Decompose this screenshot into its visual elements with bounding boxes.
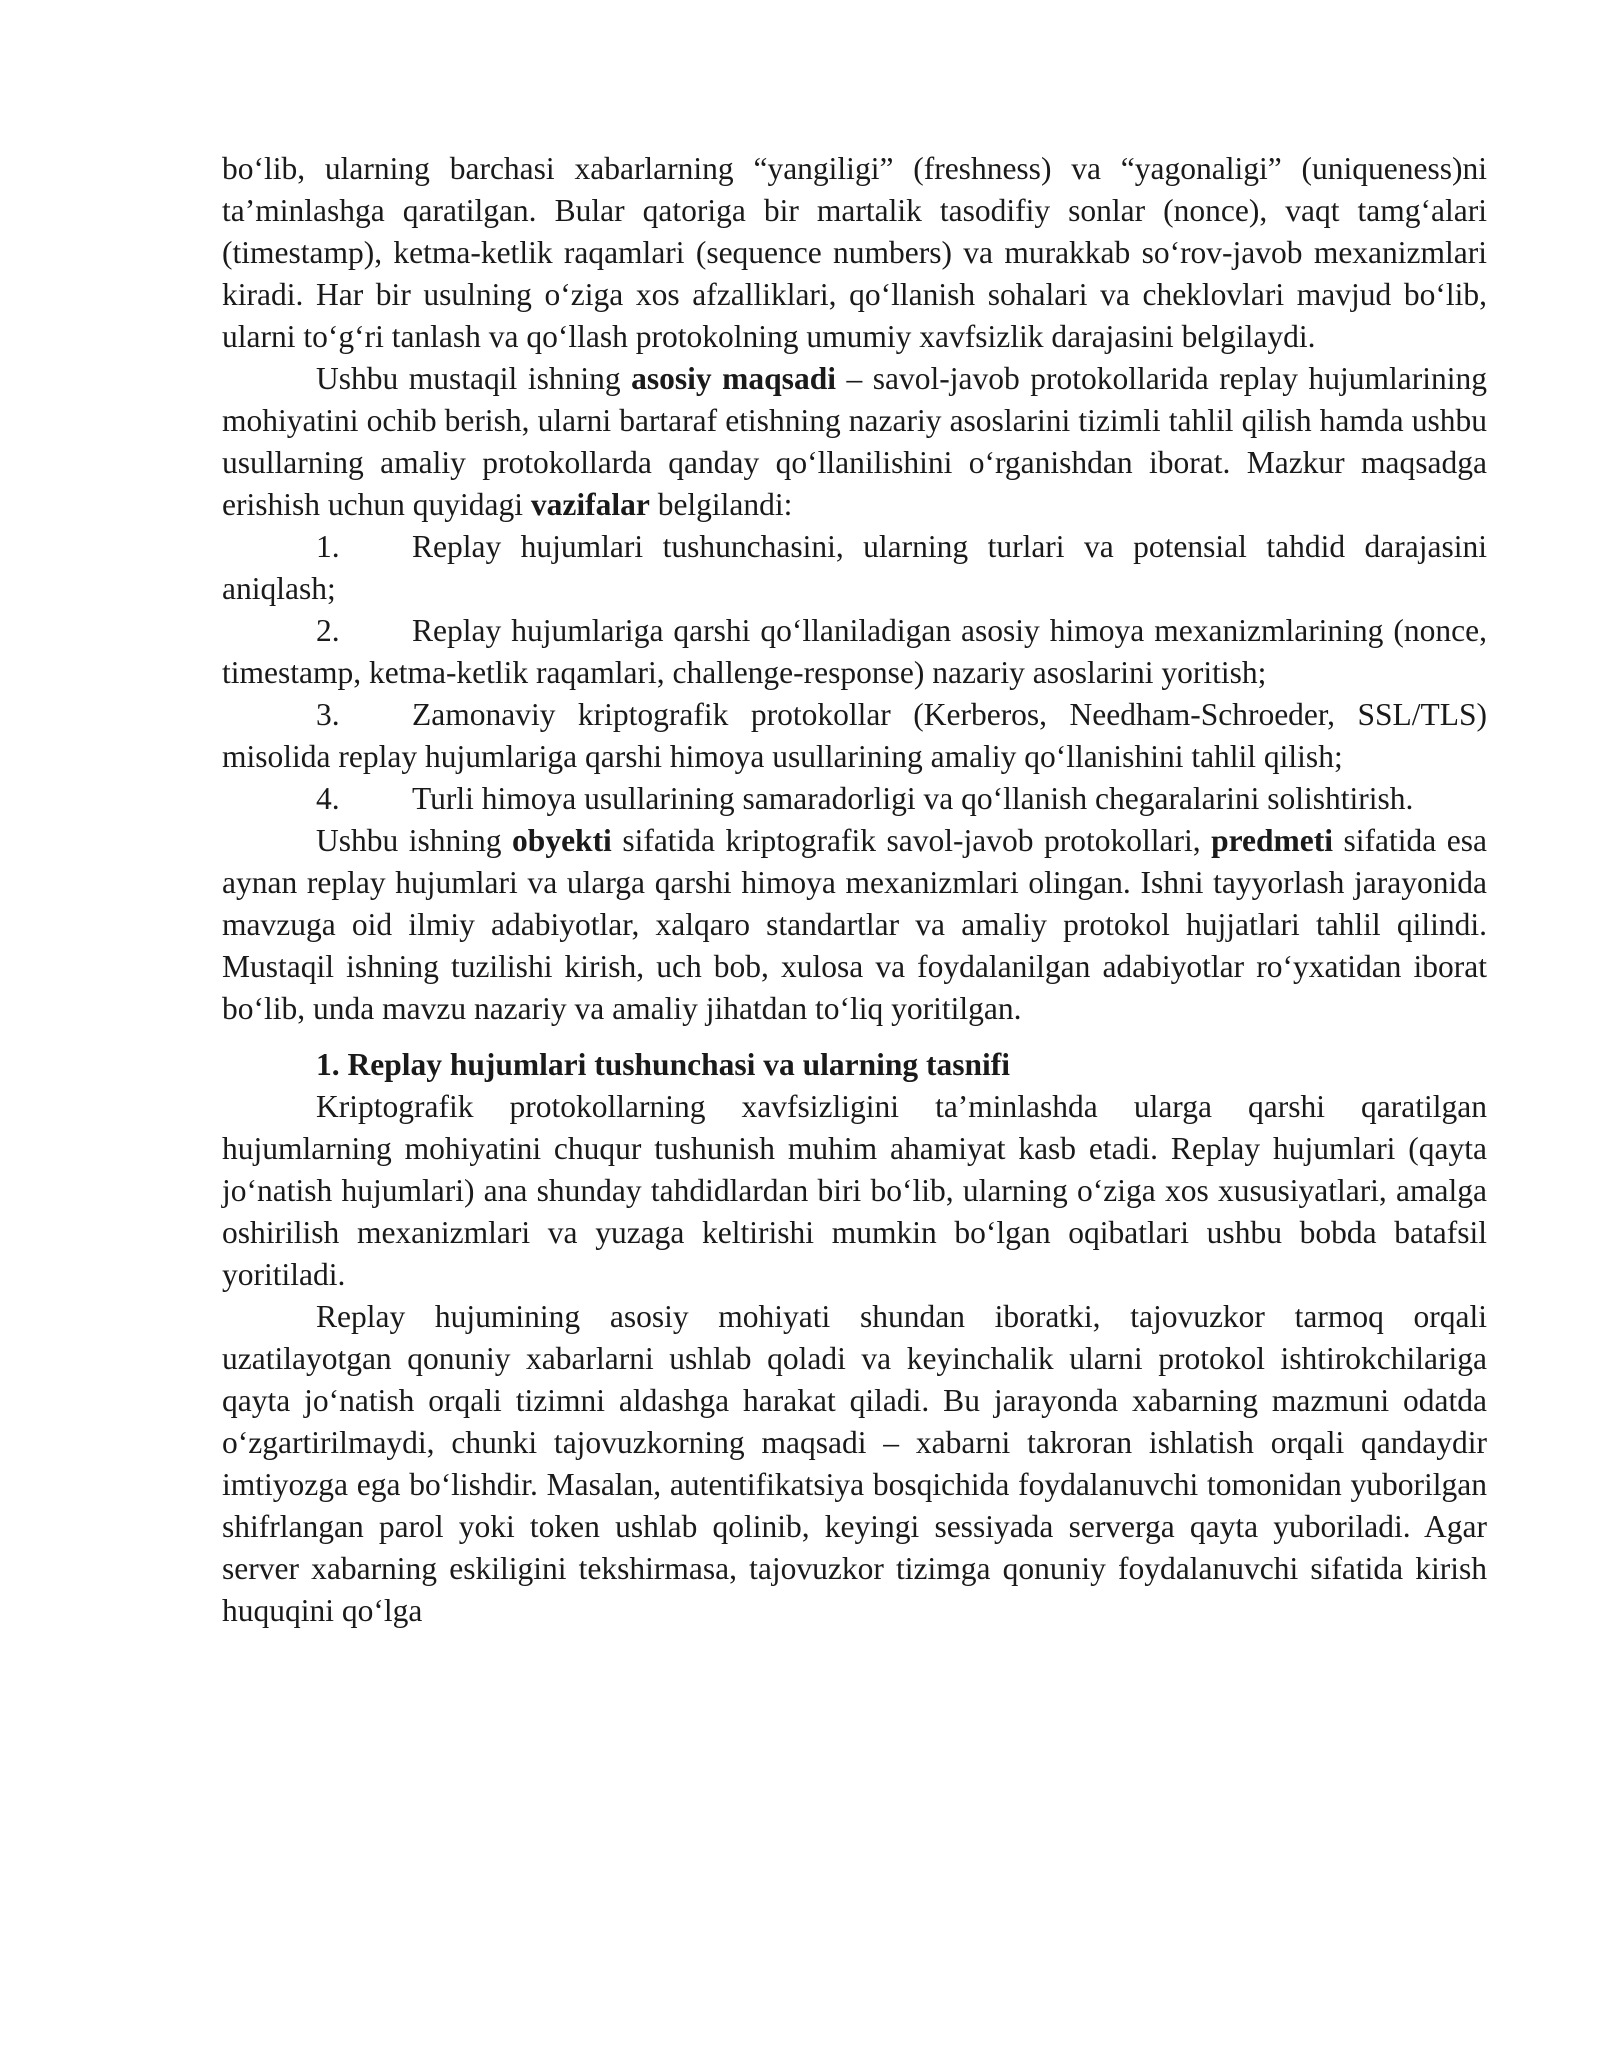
object-bold-term: obyekti [512,823,612,858]
task-item-1 [222,526,1487,610]
aim-text-2: – savol-javob protokollarida replay hujumlarining mohiyatini ochib berish, ularni bartaraf etishning nazariy asoslarini tizimli tahlil qilish hamda ushbu usullarning amaliy protokollarda qanday qo‘llanilishini o‘rganishdan iborat. Mazkur maqsadga erishish uchun quyidagi [222,361,1487,522]
document-page [222,148,1487,1632]
task-item-3 [222,694,1487,778]
task-number: 1. [316,529,340,564]
tasks-bold-term: vazifalar [530,487,650,522]
task-text: Replay hujumlariga qarshi qo‘llaniladigan asosiy himoya mexanizmlarining (nonce, timestamp, ketma-ketlik raqamlari, challenge-response) nazariy asoslarini yoritish; [222,613,1487,690]
task-text: Replay hujumlari tushunchasini, ularning turlari va potensial tahdid darajasini aniqlash; [222,529,1487,606]
aim-text-3: belgilandi: [649,487,793,522]
paragraph-aim [222,358,1487,526]
task-text: Turli himoya usullarining samaradorligi va qo‘llanish chegaralarini solishtirish. [412,781,1414,816]
task-number: 2. [316,613,340,648]
paragraph-section-intro: Kriptografik protokollarning xavfsizligini ta’minlashda ularga qarshi qaratilgan hujumlarning mohiyatini chuqur tushunish muhim ahamiyat kasb etadi. Replay hujumlari (qayta jo‘natish hujumlari) ana shunday tahdidlardan biri bo‘lib, ularning o‘ziga xos xususiyatlari, amalga oshirilish mexanizmlari va yuzaga keltirishi mumkin bo‘lgan oqibatlari ushbu bobda batafsil yoritiladi. [222,1089,1487,1292]
object-text-3: sifatida esa aynan replay hujumlari va ularga qarshi himoya mexanizmlari olingan. Ishni tayyorlash jarayonida mavzuga oid ilmiy adabiyotlar, xalqaro standartlar va amaliy protokol hujjatlari tahlil qilindi. Mustaqil ishning tuzilishi kirish, uch bob, xulosa va foydalanilgan adabiyotlar ro‘yxatidan iborat bo‘lib, unda mavzu nazariy va amaliy jihatdan to‘liq yoritilgan. [222,823,1487,1026]
paragraph-replay-essence: Replay hujumining asosiy mohiyati shundan iboratki, tajovuzkor tarmoq orqali uzatilayotgan qonuniy xabarlarni ushlab qoladi va keyinchalik ularni protokol ishtirokchilariga qayta jo‘natish orqali tizimni aldashga harakat qiladi. Bu jarayonda xabarning mazmuni odatda o‘zgartirilmaydi, chunki tajovuzkorning maqsadi – xabarni takroran ishlatish orqali qandaydir imtiyozga ega bo‘lishdir. Masalan, autentifikatsiya bosqichida foydalanuvchi tomonidan yuborilgan shifrlangan parol yoki token ushlab qolinib, keyingi sessiyada serverga qayta yuboriladi. Agar server xabarning eskiligini tekshirmasa, tajovuzkor tizimga qonuniy foydalanuvchi sifatida kirish huquqini qo‘lga [222,1299,1487,1628]
object-text-2: sifatida kriptografik savol-javob protokollari, [611,823,1212,858]
task-item-4 [222,778,1487,820]
aim-text-1: Ushbu mustaqil ishning [316,361,632,396]
section-heading: 1. Replay hujumlari tushunchasi va ularning tasnifi [316,1047,1011,1082]
task-text: Zamonaviy kriptografik protokollar (Kerberos, Needham-Schroeder, SSL/TLS) misolida replay hujumlariga qarshi himoya usullarining amaliy qo‘llanishini tahlil qilish; [222,697,1487,774]
task-number: 4. [316,781,340,816]
aim-bold-term: asosiy maqsadi [631,361,836,396]
subject-bold-term: predmeti [1211,823,1334,858]
paragraph-object-subject [222,820,1487,1030]
paragraph-intro-continuation: bo‘lib, ularning barchasi xabarlarning “yangiligi” (freshness) va “yagonaligi” (uniqueness)ni ta’minlashga qaratilgan. Bular qatoriga bir martalik tasodifiy sonlar (nonce), vaqt tamg‘alari (timestamp), ketma-ketlik raqamlari (sequence numbers) va murakkab so‘rov-javob mexanizmlari kiradi. Har bir usulning o‘ziga xos afzalliklari, qo‘llanish sohalari va cheklovlari mavjud bo‘lib, ularni to‘g‘ri tanlash va qo‘llash protokolning umumiy xavfsizlik darajasini belgilaydi. [222,151,1487,354]
task-item-2 [222,610,1487,694]
object-text-1: Ushbu ishning [316,823,513,858]
task-number: 3. [316,697,340,732]
